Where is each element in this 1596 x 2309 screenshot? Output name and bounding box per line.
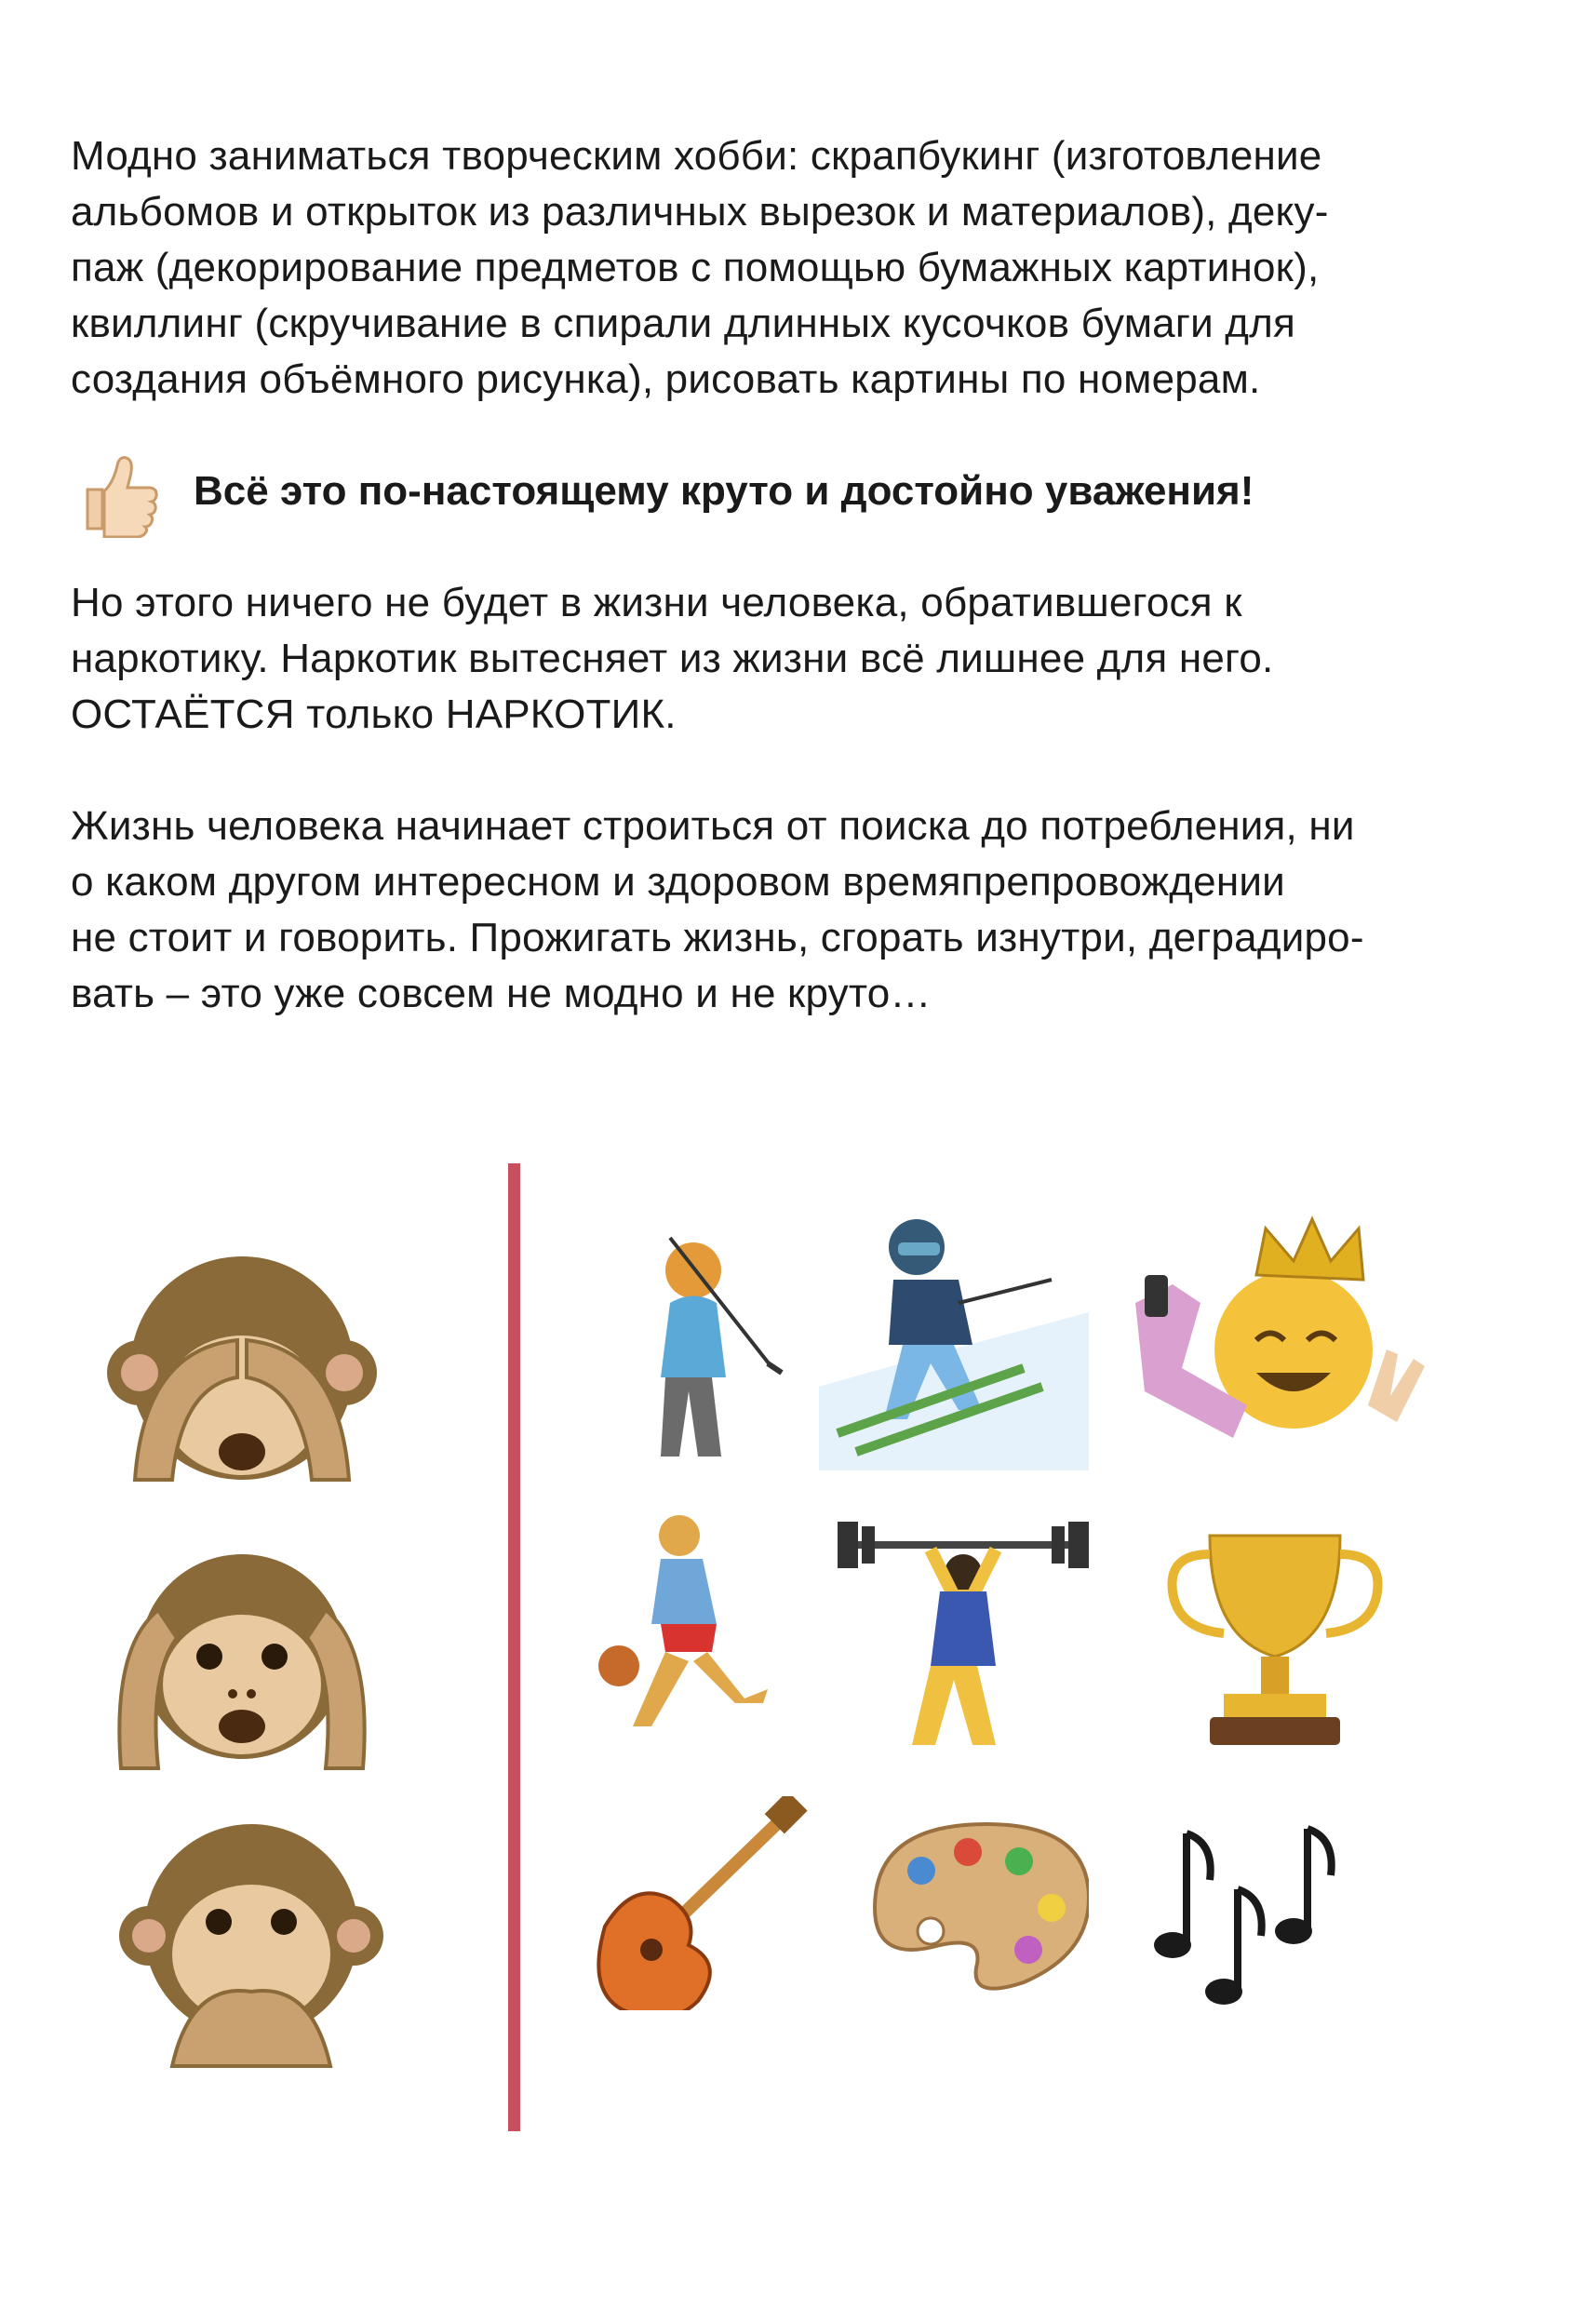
life-paragraph: Жизнь человека начинает строиться от поиска до потребления, ни о каком другом интересном и здоровом времяпрепровождении не стоит и говорить. Прожигать жизнь, сгорать изнутри, деградиро- вать – это уже совсем не модно и не круто… (71, 803, 1364, 1016)
drug-paragraph: Но этого ничего не будет в жизни человека, обратившегося к наркотику. Наркотик вытесняет из жизни всё лишнее для него. ОСТАЁТСЯ только НАРКОТИК. (71, 580, 1274, 737)
intro-paragraph: Модно заниматься творческим хобби: скрапбукинг (изготовление альбомов и открыток из различных вырезок и материалов), деку- паж (декорирование предметов с помощью бумажных картинок), квиллинг (скручивание в спирали длинных кусочков бумаги для создания объёмного рисунка), рисовать картины по номерам. (71, 133, 1329, 402)
see-no-evil-monkey-icon (98, 1228, 386, 1508)
trophy-icon (1154, 1517, 1396, 1759)
guitar-icon (586, 1796, 810, 2010)
golfer-icon (614, 1219, 800, 1470)
weightlifter-icon (828, 1508, 1098, 1759)
basketball-player-icon (596, 1508, 791, 1740)
selfie-king-smiley-icon (1126, 1210, 1442, 1470)
paint-palette-icon (856, 1815, 1089, 2001)
speak-no-evil-monkey-icon (116, 1801, 386, 2071)
hear-no-evil-monkey-icon (98, 1536, 386, 1778)
skier-icon (819, 1201, 1089, 1470)
music-notes-icon (1145, 1815, 1349, 2020)
highlight-line (71, 445, 1254, 538)
thumbs-up-icon (71, 445, 164, 538)
divider-line (508, 1163, 520, 2131)
highlight-text: Всё это по-настоящему круто и достойно уважения! (194, 468, 1254, 514)
